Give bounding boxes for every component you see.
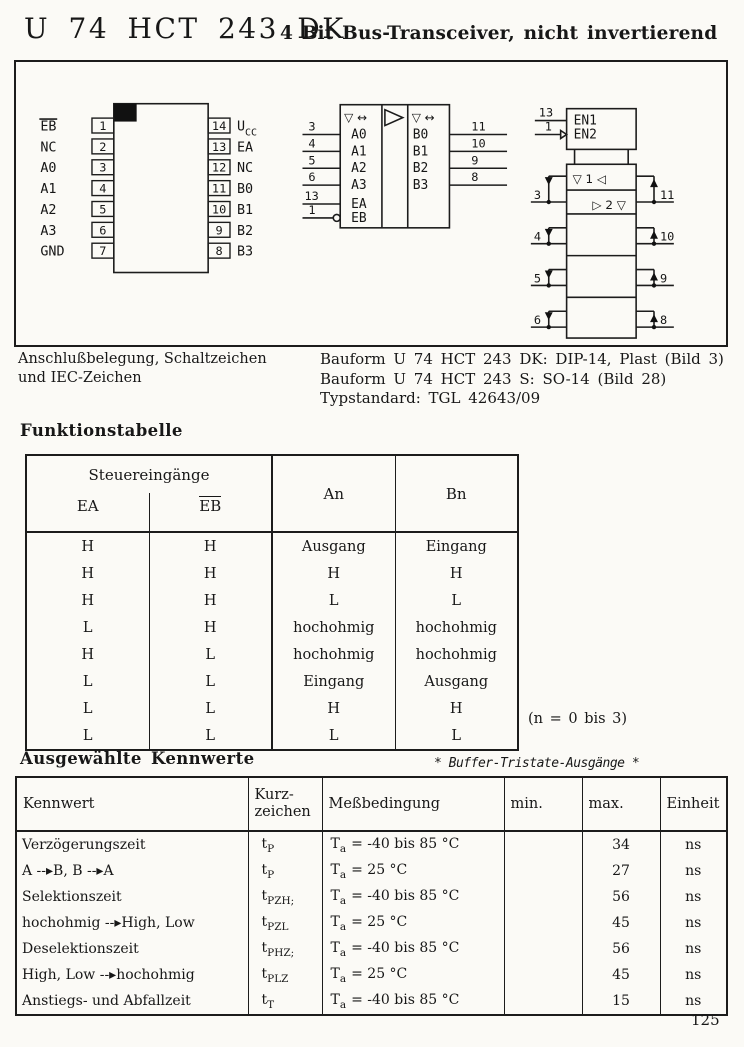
caption-right bbox=[320, 350, 724, 409]
arrow-up-icon bbox=[650, 231, 658, 239]
kw-col-messbedingung: Meßbedingung bbox=[322, 777, 504, 831]
arrow-up-icon bbox=[650, 314, 658, 322]
table-row: Anstiegs- und Abfallzeit $t_T$ $T_a = -40$ bis 85 °C 15 ns bbox=[16, 988, 727, 1015]
dip-pin-number: 2 bbox=[99, 139, 107, 154]
port-label: A1 bbox=[351, 144, 367, 160]
port-label: A3 bbox=[351, 178, 367, 194]
pin-number: 13 bbox=[304, 189, 319, 204]
table-row: High, Low --▸hochohmig $t_{PLZ}$ $T_a = 25$ °C 45 ns bbox=[16, 962, 727, 988]
pin1-marker-icon bbox=[114, 104, 137, 122]
table-row: H H L L bbox=[26, 587, 518, 614]
dip-pin-number: 4 bbox=[99, 181, 107, 196]
dip-pin-label: A1 bbox=[40, 182, 57, 198]
table-row: A --▸B, B --▸A $t_P$ $T_a = 25$ °C 27 ns bbox=[16, 858, 727, 884]
arrow-down-icon bbox=[545, 312, 553, 320]
ft-col-an: An bbox=[272, 455, 395, 532]
kw-col-kennwert: Kennwert bbox=[16, 777, 248, 831]
dip-pin-number: 5 bbox=[99, 202, 107, 217]
channel1-direction-icon: ▽ 1 ◁ bbox=[572, 172, 607, 187]
arrow-up-icon bbox=[650, 179, 658, 187]
pin-number: 3 bbox=[533, 188, 542, 203]
caption-line: und IEC-Zeichen bbox=[18, 370, 142, 386]
caption-line: Bauform U 74 HCT 243 S: SO-14 (Bild 28) bbox=[320, 369, 667, 388]
pin-number: 13 bbox=[538, 105, 554, 120]
diagrams-svg bbox=[16, 62, 726, 345]
table-row: H H H H bbox=[26, 560, 518, 587]
dip-pin-number: 6 bbox=[99, 223, 107, 238]
table-row: H H Ausgang Eingang bbox=[26, 532, 518, 560]
port-label: A2 bbox=[351, 161, 367, 177]
table-row: L L H H bbox=[26, 695, 518, 722]
tristate-note: * Buffer-Tristate-Ausgänge * bbox=[434, 756, 640, 771]
dip-pin-number: 9 bbox=[215, 223, 223, 238]
arrow-down-icon bbox=[545, 271, 553, 279]
pin-number: 4 bbox=[308, 136, 316, 151]
tristate-bidir-icon: ▽ ↔ bbox=[411, 110, 435, 125]
dip-pin-label: B0 bbox=[236, 182, 254, 198]
dip-pin-number: 13 bbox=[211, 139, 227, 154]
dip-pin-label: A0 bbox=[40, 161, 57, 177]
ft-col-bn: Bn bbox=[395, 455, 518, 532]
ft-group-header: Steuereingänge bbox=[88, 465, 210, 484]
table-row: L L L L bbox=[26, 722, 518, 750]
dip-pin-number: 11 bbox=[211, 181, 227, 196]
pin-number: 6 bbox=[533, 313, 542, 328]
table-row: hochohmig --▸High, Low $t_{PZL}$ $T_a = 25$ °C 45 ns bbox=[16, 910, 727, 936]
dip-package-diagram bbox=[39, 104, 257, 273]
kw-col-einheit: Einheit bbox=[660, 777, 727, 831]
dip-pin-label: B2 bbox=[236, 223, 254, 239]
dip-pin-label: B3 bbox=[236, 244, 254, 260]
kw-col-min: min. bbox=[504, 777, 582, 831]
port-label: B1 bbox=[412, 144, 429, 160]
pin-number: 5 bbox=[308, 153, 316, 168]
buffer-triangle-icon bbox=[385, 110, 403, 126]
dip-pin-label: EA bbox=[236, 140, 254, 156]
dip-pin-label: NC bbox=[236, 161, 254, 177]
port-label: B3 bbox=[412, 178, 429, 194]
pin-number: 8 bbox=[659, 313, 668, 328]
page-subtitle: 4 Bit Bus-Transceiver, nicht invertierend bbox=[280, 23, 718, 44]
logic-symbol-diagram bbox=[302, 105, 507, 228]
enable-label: EN2 bbox=[573, 127, 597, 143]
pin-number: 9 bbox=[659, 271, 668, 286]
page-number: 125 bbox=[691, 1011, 720, 1029]
kw-col-max: max. bbox=[582, 777, 660, 831]
pin-number: 8 bbox=[471, 170, 479, 185]
diagram-panel bbox=[14, 60, 728, 347]
port-label: B2 bbox=[412, 161, 429, 177]
pin-number: 1 bbox=[308, 202, 316, 217]
ft-col-ea: EA bbox=[26, 493, 149, 532]
dip-pin-number: 3 bbox=[99, 160, 107, 175]
caption-line: Anschlußbelegung, Schaltzeichen bbox=[18, 351, 267, 367]
channel2-direction-icon: ▷ 2 ▽ bbox=[592, 197, 626, 212]
table-row: Verzögerungszeit $t_P$ $T_a = -40$ bis 85 °C 34 ns bbox=[16, 831, 727, 858]
dip-pin-number: 8 bbox=[215, 244, 223, 259]
ft-col-eb: EB bbox=[149, 493, 272, 532]
dip-pin-number: 7 bbox=[99, 244, 107, 259]
pin-number: 10 bbox=[659, 229, 675, 244]
caption-line: Bauform U 74 HCT 243 DK: DIP-14, Plast (Bild 3) bbox=[320, 350, 724, 368]
page-title: U 74 HCT 243 DK bbox=[24, 12, 346, 45]
arrow-down-icon bbox=[545, 229, 553, 237]
pin-number: 11 bbox=[659, 188, 675, 203]
port-label: A0 bbox=[351, 127, 367, 143]
dip-pin-label: $U_{CC}$ bbox=[236, 119, 257, 139]
port-label: B0 bbox=[412, 127, 429, 143]
pin-number: 11 bbox=[471, 119, 486, 134]
kennwerte-table bbox=[15, 776, 728, 1016]
arrow-down-icon bbox=[545, 177, 553, 185]
inversion-bubble-icon bbox=[333, 214, 340, 221]
pin-number: 1 bbox=[544, 119, 552, 134]
dip-pin-label: A2 bbox=[40, 202, 57, 218]
kw-col-kurzzeichen: Kurz- zeichen bbox=[248, 777, 322, 831]
pin-number: 6 bbox=[308, 170, 316, 185]
dip-pin-label: A3 bbox=[40, 223, 57, 239]
enable-label: EA bbox=[351, 196, 367, 212]
table-row: Deselektionszeit $t_{PHZ;}$ $T_a = -40$ bis 85 °C 56 ns bbox=[16, 936, 727, 962]
dip-pin-number: 10 bbox=[211, 202, 227, 217]
caption-line: Typstandard: TGL 42643/09 bbox=[320, 389, 541, 407]
pin-number: 3 bbox=[308, 119, 316, 134]
table-row: H L hochohmig hochohmig bbox=[26, 641, 518, 668]
dip-pin-label: GND bbox=[40, 244, 65, 260]
dip-pin-number: 12 bbox=[211, 160, 227, 175]
kennwerte-heading: Ausgewählte Kennwerte bbox=[20, 749, 255, 768]
table-row: L L Eingang Ausgang bbox=[26, 668, 518, 695]
funktionstabelle bbox=[25, 454, 519, 751]
dip-pin-label: NC bbox=[40, 140, 57, 156]
pin-number: 10 bbox=[471, 136, 486, 151]
dip-pin-label: B1 bbox=[236, 202, 254, 218]
pin-number: 4 bbox=[533, 229, 542, 244]
dip-pin-number: 14 bbox=[211, 119, 227, 134]
tristate-bidir-icon: ▽ ↔ bbox=[344, 110, 368, 125]
funktionstabelle-heading: Funktionstabelle bbox=[20, 421, 183, 440]
dip-pin-number: 1 bbox=[99, 119, 107, 134]
enable-label: EN1 bbox=[573, 113, 597, 129]
ft-range-note: (n = 0 bis 3) bbox=[528, 711, 628, 727]
iec-symbol-diagram bbox=[531, 106, 674, 338]
pin-number: 5 bbox=[533, 271, 542, 286]
table-row: Selektionszeit $t_{PZH;}$ $T_a = -40$ bis 85 °C 56 ns bbox=[16, 884, 727, 910]
pin-number: 9 bbox=[471, 153, 479, 168]
arrow-up-icon bbox=[650, 273, 658, 281]
table-row: L H hochohmig hochohmig bbox=[26, 614, 518, 641]
polarity-wedge-icon bbox=[561, 131, 567, 139]
enable-label: EB bbox=[351, 210, 367, 226]
dip-pin-label: EB bbox=[40, 119, 57, 135]
caption-left bbox=[18, 350, 267, 388]
